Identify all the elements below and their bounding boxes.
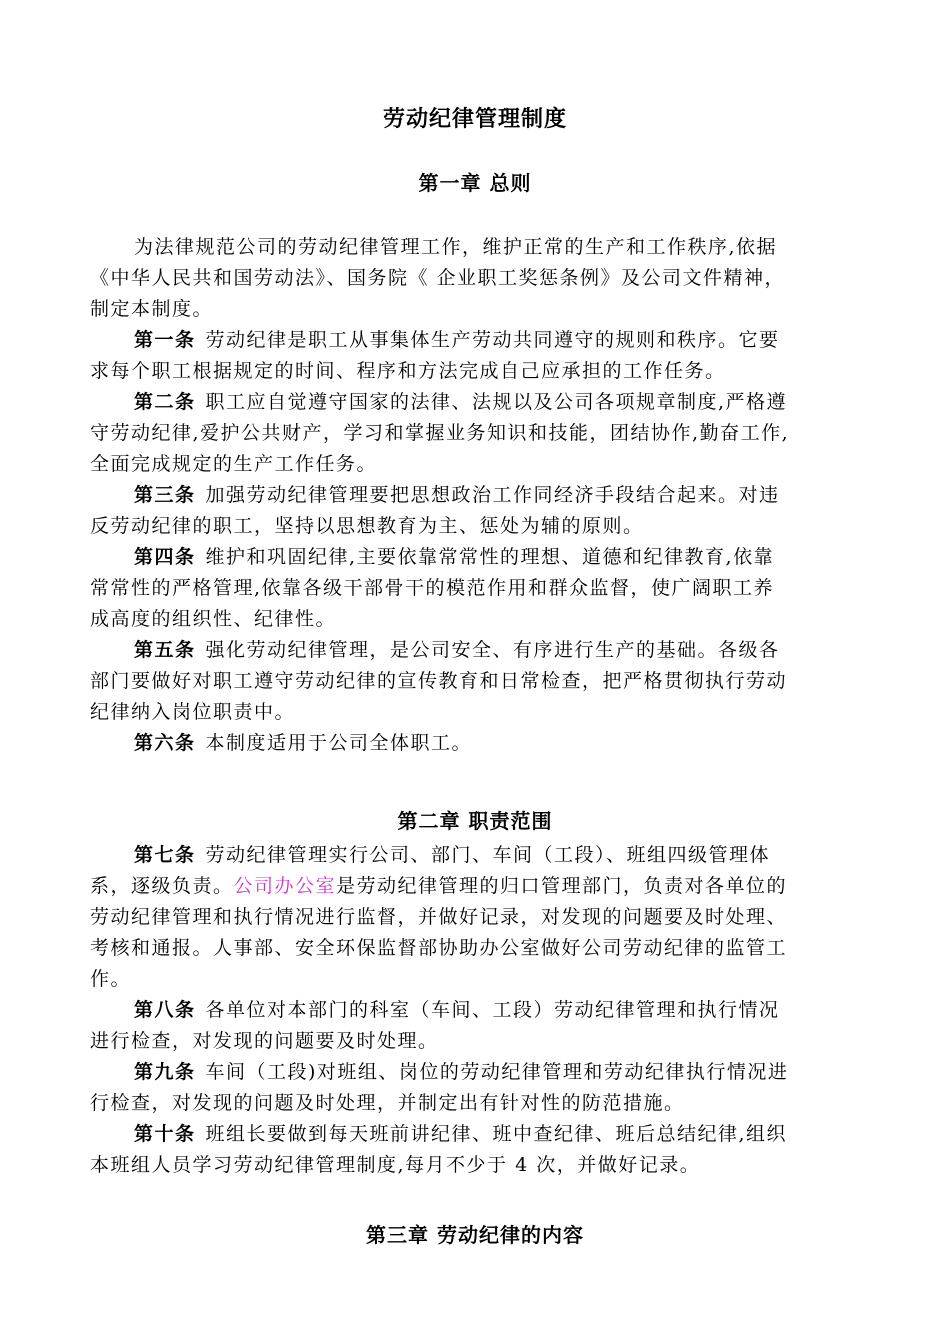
article-line: 本班组人员学习劳动纪律管理制度,每月不少于 4 次，并做好记录。 <box>90 1154 701 1176</box>
article-text: 加强劳动纪律管理要把思想政治工作同经济手段结合起来。对违 <box>205 484 780 506</box>
article-line: 反劳动纪律的职工，坚持以思想教育为主、惩处为辅的原则。 <box>90 515 644 537</box>
article-5 <box>90 635 870 666</box>
chapter-3-heading: 第三章 劳动纪律的内容 <box>366 1223 584 1247</box>
article-line <box>90 871 870 902</box>
article-label: 第四条 <box>134 546 196 568</box>
article-label: 第三条 <box>134 484 196 506</box>
article-text: 班组长要做到每天班前讲纪律、班中查纪律、班后总结纪律,组织 <box>205 1123 788 1145</box>
article-line: 作。 <box>90 968 132 990</box>
office-link[interactable]: 公司办公室 <box>233 875 337 897</box>
article-label: 第九条 <box>134 1061 196 1083</box>
article-line: 全面完成规定的生产工作任务。 <box>90 453 378 475</box>
article-text: 职工应自觉遵守国家的法律、法规以及公司各项规章制度,严格遵 <box>205 391 788 413</box>
article-text: 各单位对本部门的科室（车间、工段）劳动纪律管理和执行情况 <box>205 999 780 1021</box>
document-title: 劳动纪律管理制度 <box>382 107 567 132</box>
chapter-1-heading: 第一章 总则 <box>418 171 532 195</box>
article-label: 第一条 <box>134 329 196 351</box>
article-line: 常常性的严格管理,依靠各级干部骨干的模范作用和群众监督，使广阔职工养 <box>90 577 775 599</box>
article-2 <box>90 387 870 418</box>
article-4 <box>90 542 870 573</box>
article-text: 车间（工段)对班组、岗位的劳动纪律管理和劳动纪律执行情况进 <box>205 1061 789 1083</box>
article-text: 本制度适用于公司全体职工。 <box>205 732 473 754</box>
article-1 <box>90 325 870 356</box>
article-line: 纪律纳入岗位职责中。 <box>90 701 296 723</box>
article-6 <box>90 728 870 759</box>
article-label: 第七条 <box>134 844 196 866</box>
article-text: 维护和巩固纪律,主要依靠常常性的理想、道德和纪律教育,依靠 <box>205 546 775 568</box>
article-7 <box>90 840 870 871</box>
intro-line: 为法律规范公司的劳动纪律管理工作，维护正常的生产和工作秩序,依据 <box>134 236 778 258</box>
article-line: 考核和通报。人事部、安全环保监督部协助办公室做好公司劳动纪律的监管工 <box>90 937 788 959</box>
article-text: 系，逐级负责。 <box>90 875 234 897</box>
article-text: 是劳动纪律管理的归口管理部门，负责对各单位的 <box>336 875 788 897</box>
chapter-2-body <box>90 840 870 1181</box>
intro-line: 《中华人民共和国劳动法》、国务院《 企业职工奖惩条例》及公司文件精神， <box>90 267 786 289</box>
article-line: 部门要做好对职工遵守劳动纪律的宣传教育和日常检查，把严格贯彻执行劳动 <box>90 670 788 692</box>
article-text: 劳动纪律管理实行公司、部门、车间（工段）、班组四级管理体 <box>205 844 771 866</box>
chapter-1-body <box>90 232 870 759</box>
article-line: 成高度的组织性、纪律性。 <box>90 608 337 630</box>
article-line: 守劳动纪律,爱护公共财产，学习和掌握业务知识和技能，团结协作,勤奋工作, <box>90 422 790 444</box>
article-label: 第八条 <box>134 999 196 1021</box>
article-line: 劳动纪律管理和执行情况进行监督，并做好记录，对发现的问题要及时处理、 <box>90 906 788 928</box>
article-10 <box>90 1119 870 1150</box>
article-9 <box>90 1057 870 1088</box>
article-line: 求每个职工根据规定的时间、程序和方法完成自己应承担的工作任务。 <box>90 360 726 382</box>
article-line: 行检查，对发现的问题及时处理，并制定出有针对性的防范措施。 <box>90 1092 685 1114</box>
article-8 <box>90 995 870 1026</box>
article-label: 第二条 <box>134 391 196 413</box>
article-3 <box>90 480 870 511</box>
article-text: 强化劳动纪律管理，是公司安全、有序进行生产的基础。各级各 <box>205 639 780 661</box>
chapter-2-heading: 第二章 职责范围 <box>397 809 553 833</box>
article-text: 劳动纪律是职工从事集体生产劳动共同遵守的规则和秩序。它要 <box>205 329 780 351</box>
intro-line: 制定本制度。 <box>90 298 214 320</box>
article-label: 第五条 <box>134 639 196 661</box>
article-line: 进行检查，对发现的问题要及时处理。 <box>90 1030 439 1052</box>
article-label: 第十条 <box>134 1123 196 1145</box>
article-label: 第六条 <box>134 732 196 754</box>
